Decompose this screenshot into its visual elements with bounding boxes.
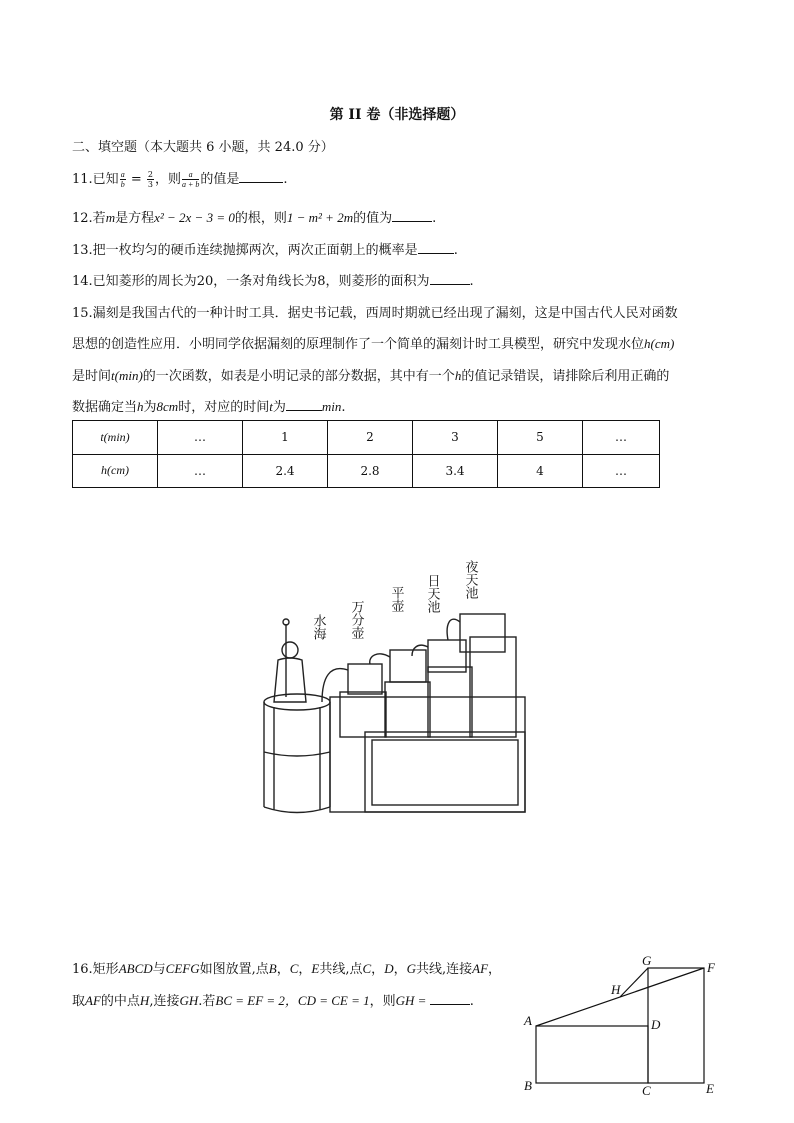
q16-g: G	[406, 961, 416, 976]
q13-answer-blank[interactable]	[418, 242, 454, 254]
label-day-pool: 日天池	[424, 574, 440, 613]
question-14	[72, 270, 474, 289]
q11-frac3-den: a + b	[181, 180, 200, 189]
q12-equation: x² − 2x − 3 = 0	[154, 210, 235, 225]
q12-text4: 的值为	[353, 211, 393, 226]
q12-text2: 是方程	[115, 211, 155, 226]
q12-expression: 1 − m² + 2m	[286, 210, 354, 225]
q11-mid: ，则	[154, 172, 181, 187]
q12-text3: 的根，则	[234, 211, 287, 226]
point-label-g: G	[642, 953, 652, 968]
q16-d: D	[384, 961, 394, 976]
q16-line2e: ，则	[369, 994, 396, 1009]
q15-line3c: 的一次函数，如表是小明记录的部分数据，其中有一个	[142, 369, 455, 384]
table-cell: 4	[498, 454, 583, 488]
q16-e: E	[311, 961, 320, 976]
q16-h: H	[139, 993, 150, 1008]
q15-line2	[72, 333, 674, 352]
q11-frac-a-over-b	[120, 170, 126, 189]
q13-text: 13.把一枚均匀的硬币连续抛掷两次，两次正面朝上的概率是	[72, 243, 418, 258]
q16-cefg: CEFG	[165, 961, 200, 976]
q15-line3a: 是时间	[72, 369, 112, 384]
q11-end: .	[283, 172, 288, 187]
part2-heading: 二、填空题（本大题共 6 小题，共 24.0 分）	[72, 140, 334, 155]
q14-n2: 8	[317, 274, 326, 289]
q15-line4g: 为	[272, 400, 286, 415]
q15-line4a: 数据确定当	[72, 400, 138, 415]
q16-c1: C	[289, 961, 299, 976]
q15-line4i: .	[341, 400, 346, 415]
q11-frac2-num: 2	[147, 170, 153, 179]
q11-prefix: 11.已知	[72, 172, 119, 187]
q11-frac-2-over-3	[147, 170, 154, 189]
table-cell: …	[158, 454, 243, 488]
q15-line4e: 时，对应的时间	[178, 400, 270, 415]
q15-line2a: 思想的创造性应用．小明同学依据漏刻的原理制作了一个简单的漏刻计时工具模型，研究中发现水位	[72, 337, 645, 352]
point-label-a: A	[524, 1013, 532, 1028]
q16-line2	[72, 990, 474, 1009]
q13-end: .	[453, 243, 458, 258]
table-cell: 3.4	[413, 454, 498, 488]
point-label-h: H	[611, 982, 621, 997]
q14-end: .	[469, 274, 474, 289]
q16-line1b: 与	[152, 962, 166, 977]
point-label-d: D	[651, 1017, 661, 1032]
q11-suffix: 的值是	[200, 172, 240, 187]
q15-t-min: t(min)	[111, 368, 143, 383]
table-cell: …	[583, 421, 660, 455]
q11-frac1-num: a	[120, 170, 125, 179]
point-label-f: F	[707, 960, 715, 975]
q16-b: B	[268, 961, 277, 976]
label-wanfen-pot: 万分壶	[348, 600, 364, 639]
q15-line1: 15.漏刻是我国古代的一种计时工具．据史书记载，西周时期就已经出现了漏刻，这是中国古代人民对函数	[72, 306, 678, 321]
q14-text2: ，一条对角线长为	[213, 274, 318, 289]
q16-line1c: 如图放置,点	[199, 962, 269, 977]
table-cell: …	[158, 421, 243, 455]
q15-h-cm: h(cm)	[644, 336, 675, 351]
q16-line1e: 共线,连接	[415, 962, 473, 977]
q11-frac2-den: 3	[147, 180, 153, 189]
label-flat-pot: 平壶	[388, 586, 404, 612]
water-clock-illustration	[260, 552, 530, 817]
q16-line2b: 的中点	[100, 994, 140, 1009]
point-label-c: C	[642, 1083, 651, 1098]
table-cell: 1	[243, 421, 328, 455]
q12-answer-blank[interactable]	[392, 210, 432, 222]
table-cell: …	[583, 454, 660, 488]
q11-frac1-den: b	[120, 180, 125, 189]
q15-line4c: 为	[143, 400, 157, 415]
table-cell: 2.8	[328, 454, 413, 488]
q15-t: t	[269, 399, 273, 414]
q16-af2: AF	[85, 993, 101, 1008]
geometry-figure	[518, 950, 728, 1100]
q15-h: h	[454, 368, 462, 383]
table-cell: 2.4	[243, 454, 328, 488]
q16-gh-eq: GH =	[395, 993, 430, 1008]
question-12	[72, 207, 436, 226]
q12-m: m	[105, 210, 116, 225]
label-water-sea: 水海	[310, 614, 326, 640]
q14-text3: ，则菱形的面积为	[325, 274, 430, 289]
label-night-pool: 夜天池	[462, 560, 478, 599]
q16-line1: 16.矩形ABCD与CEFG如图放置,点B，C，E共线,点C，D，G共线,连接AF，	[72, 961, 502, 977]
table-row	[73, 454, 660, 488]
q15-line3e: 的值记录错误，请排除后利用正确的	[461, 369, 670, 384]
q15-line4	[72, 396, 346, 415]
rect-abcd	[536, 1026, 648, 1083]
q12-end: .	[432, 211, 437, 226]
table-row	[73, 421, 660, 455]
section-title: 第 II 卷（非选择题）	[329, 107, 465, 123]
table-cell: 2	[328, 421, 413, 455]
table-cell: 5	[498, 421, 583, 455]
point-label-b: B	[524, 1078, 532, 1093]
question-11	[72, 168, 288, 189]
q11-frac3-num: a	[182, 170, 199, 180]
q11-frac-a-over-apb	[182, 170, 199, 189]
table-cell: t(min)	[73, 421, 158, 455]
q14-n1: 20	[196, 274, 214, 289]
q16-line1a: 16.矩形	[72, 962, 119, 977]
q16-line2c: ,连接	[149, 994, 180, 1009]
q16-af: AF	[472, 961, 489, 976]
q15-line3	[72, 365, 669, 384]
q16-c2: C	[362, 961, 372, 976]
table-cell: 3	[413, 421, 498, 455]
q16-line2a: 取	[72, 994, 86, 1009]
q11-eq: =	[126, 172, 146, 187]
data-table	[72, 420, 660, 488]
q11-answer-blank[interactable]	[239, 171, 283, 183]
q16-end: .	[469, 994, 474, 1009]
q16-line2d: .若	[198, 994, 216, 1009]
q16-answer-blank[interactable]	[430, 993, 470, 1005]
q15-answer-blank[interactable]	[286, 399, 322, 411]
q15-8cm: 8cm	[156, 399, 179, 414]
q14-text1: 14.已知菱形的周长为	[72, 274, 197, 289]
question-13	[72, 239, 458, 258]
q16-line1d: 共线,点	[319, 962, 363, 977]
q12-text1: 12.若	[72, 211, 106, 226]
q16-gh: GH	[179, 993, 199, 1008]
q15-min: min	[321, 399, 342, 414]
q14-answer-blank[interactable]	[430, 273, 470, 285]
q16-abcd: ABCD	[118, 961, 153, 976]
table-cell: h(cm)	[73, 454, 158, 488]
point-label-e: E	[706, 1081, 714, 1096]
q15-h2: h	[137, 399, 144, 414]
q16-condition: BC = EF = 2，CD = CE = 1	[215, 993, 370, 1008]
